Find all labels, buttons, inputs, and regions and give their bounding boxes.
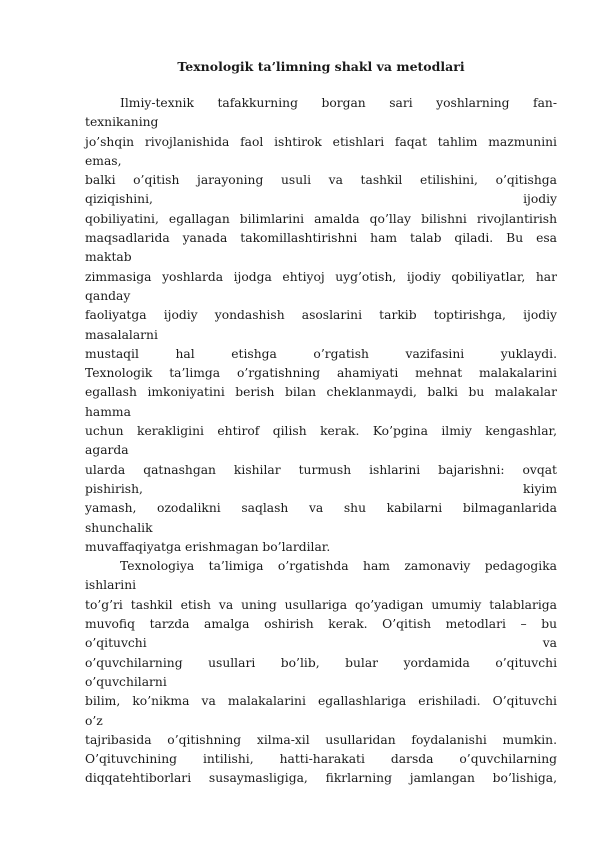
text-line: tajribasida o’qitishning xilma-xil usullaridan foydalanishi mumkin. [85,732,557,747]
text-line: balki o’qitish jarayoning usuli va tashkil etilishini, o’qitishga [85,173,557,188]
text-line: mustaqil hal etishga o’rgatish vazifasini yuklaydi. [85,346,557,361]
text-line: maqsadlarida yanada takomillashtirishni ham talab qiladi. Bu esa [85,231,557,246]
text-line: shunchalik [85,520,153,535]
text-line: bilim, ko’nikma va malakalarini egallashlariga erishiladi. O’qituvchi [85,694,557,709]
document-title: Texnologik ta’limning shakl va metodlari [177,59,465,74]
text-line: maktab [85,250,132,265]
text-line: diqqatehtiborlari susaymasligiga, fikrlarning jamlangan bo’lishiga, [85,771,557,786]
text-line: yamash, ozodalikni saqlash va shu kabilarni bilmaganlarida [85,501,557,516]
text-line: pishirish, kiyim [85,481,557,496]
text-line: hamma [85,404,131,419]
text-line: ularda qatnashgan kishilar turmush ishlarini bajarishni: ovqat [85,462,557,477]
text-line: zimmasiga yoshlarda ijodga ehtiyoj uyg’otish, ijodiy qobiliyatlar, har [85,269,557,284]
document-page [85,58,557,789]
text-line: o’qituvchi va [85,636,557,651]
text-line: Texnologik ta’limga o’rgatishning ahamiyati mehnat malakalarini [85,366,557,381]
text-line: o’z [85,713,103,728]
text-line: ishlarini [85,578,137,593]
text-line: qobiliyatini, egallagan bilimlarini amalda qo’llay bilishni rivojlantirish [85,211,557,226]
text-line: texnikaning [85,115,159,130]
text-line: o’quvchilarni [85,674,167,689]
text-line: masalalarni [85,327,158,342]
text-line: Texnologiya ta’limiga o’rgatishda ham zamonaviy pedagogika [120,559,557,574]
text-line: uchun kerakligini ehtirof qilish kerak. Ko’pgina ilmiy kengashlar, [85,424,557,439]
text-line: qiziqishini, ijodiy [85,192,557,207]
text-line: emas, [85,153,122,168]
document-body [85,94,557,789]
text-line: qanday [85,288,131,303]
text-line: faoliyatga ijodiy yondashish asoslarini tarkib toptirishga, ijodiy [85,308,557,323]
text-line: agarda [85,443,129,458]
text-line: to’g’ri tashkil etish va uning usullariga qo’yadigan umumiy talablariga [85,597,557,612]
text-line: egallash imkoniyatini berish bilan cheklanmaydi, balki bu malakalar [85,385,557,400]
text-line: o’quvchilarning usullari bo’lib, bular yordamida o’qituvchi [85,655,557,670]
text-line: O’qituvchining intilishi, hatti-harakati darsda o’quvchilarning [85,752,557,767]
text-line: jo’shqin rivojlanishida faol ishtirok etishlari faqat tahlim mazmunini [85,134,557,149]
text-line: muvofiq tarzda amalga oshirish kerak. O’qitish metodlari – bu [85,617,557,632]
text-line: Ilmiy-texnik tafakkurning borgan sari yoshlarning fan- [120,96,557,110]
text-line: muvaffaqiyatga erishmagan bo’lardilar. [85,539,331,554]
